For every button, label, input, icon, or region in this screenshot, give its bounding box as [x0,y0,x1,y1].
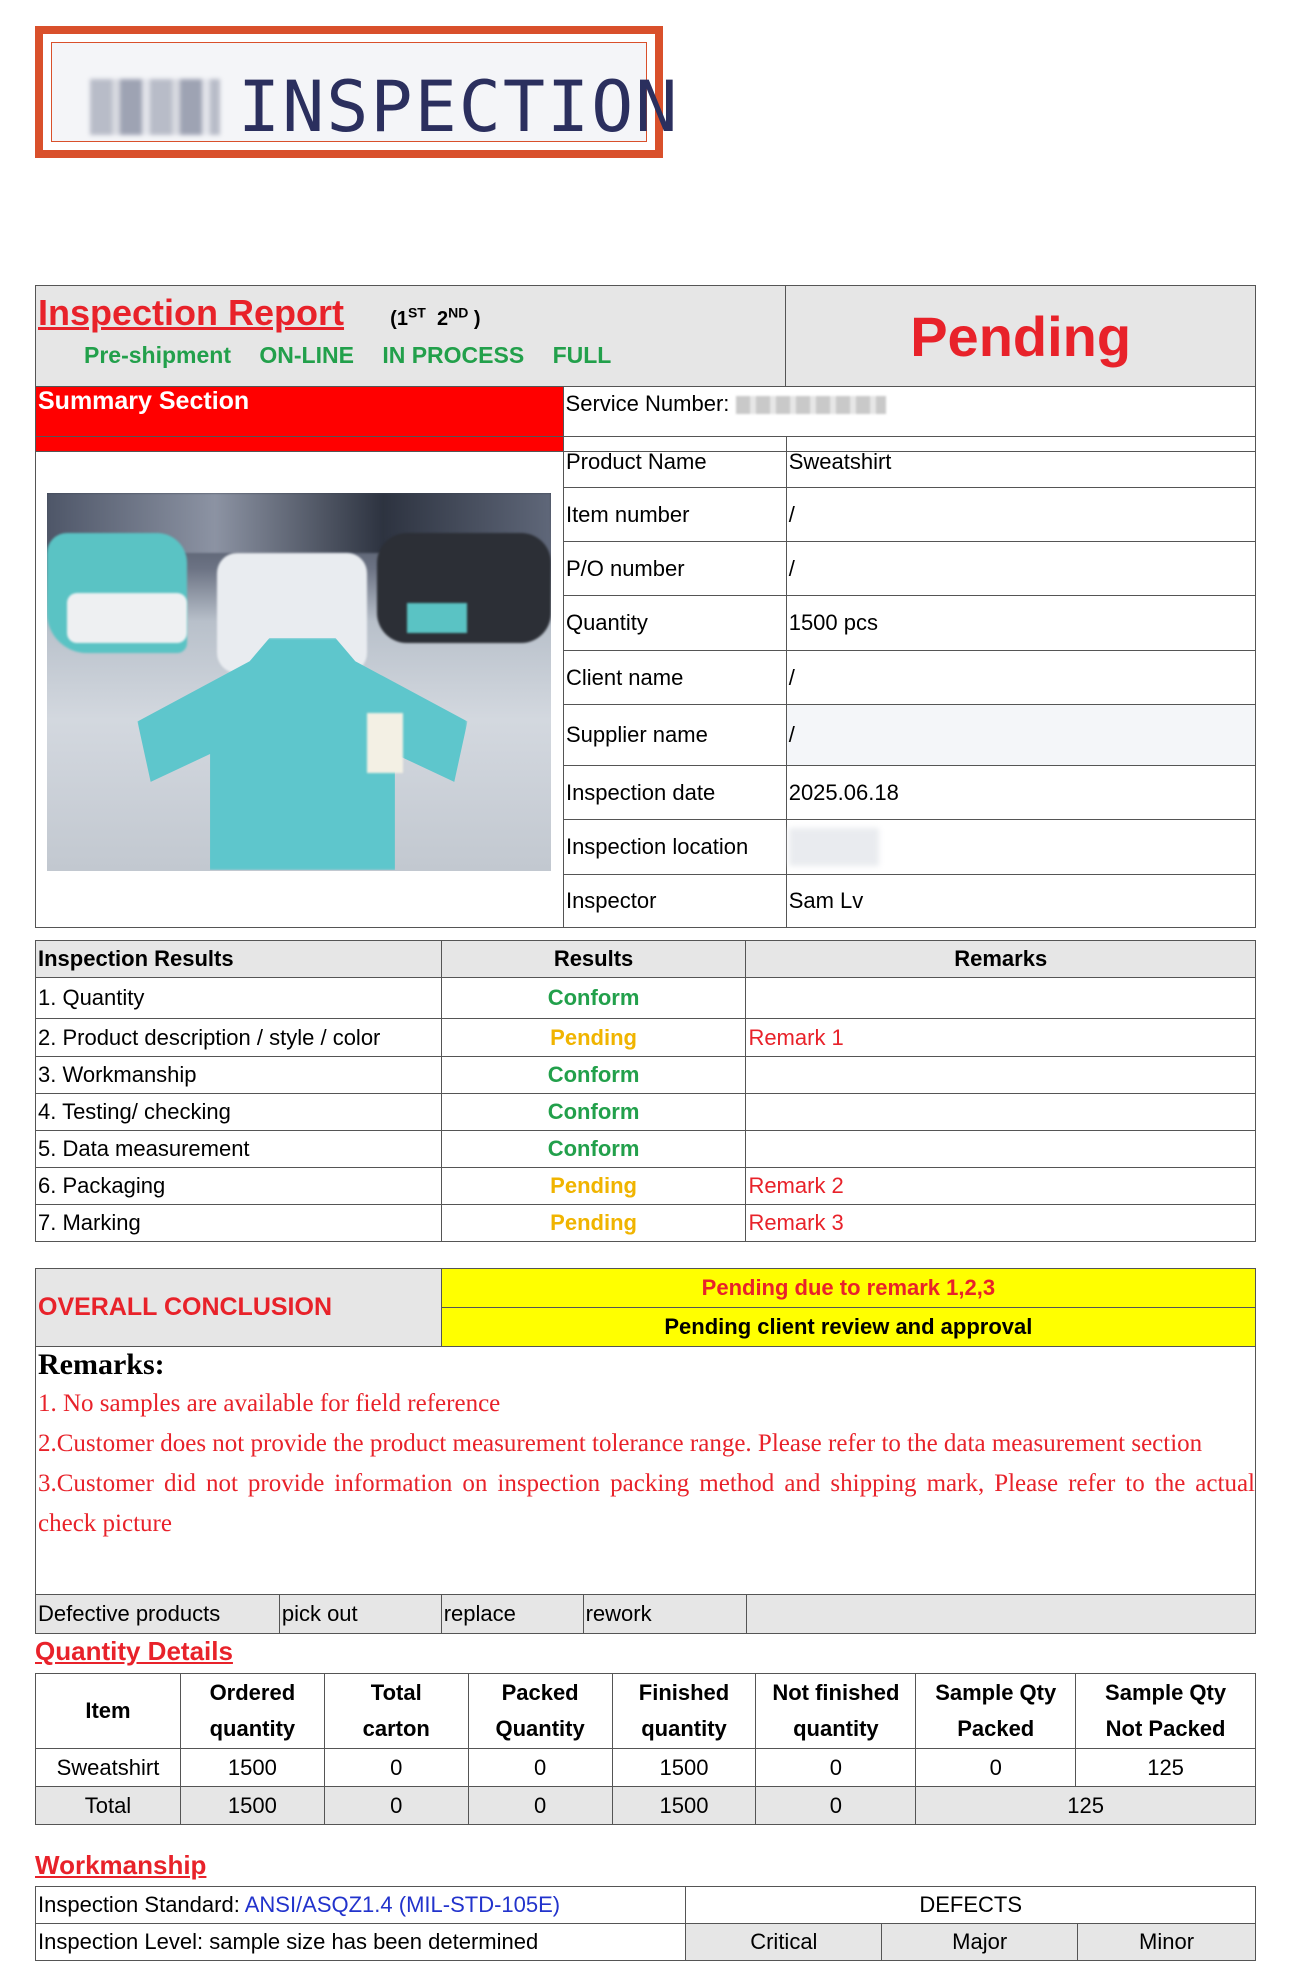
info-value: / [786,705,1255,766]
quantity-details-table [35,1673,1256,1825]
result-status: Conform [441,978,746,1019]
qty-cell: Sweatshirt [36,1749,181,1787]
result-remark [746,1131,1256,1168]
workmanship-table [35,1886,1256,1961]
remarks-section [35,1344,1256,1596]
defect-col-major: Major [882,1924,1078,1961]
inspection-standard: Inspection Standard: ANSI/ASQZ1.4 (MIL-STD-105E) [36,1887,686,1924]
results-header-item: Inspection Results [36,941,442,978]
results-header-remarks: Remarks [746,941,1256,978]
table-row [36,1749,1256,1787]
remark-item: 2.Customer does not provide the product measurement tolerance range. Please refer to the data measurement section [38,1430,1203,1457]
logo-text: INSPECTION [238,66,680,148]
info-value: 2025.06.18 [786,766,1255,820]
company-logo [35,26,680,158]
report-header-table [35,285,1256,452]
qty-cell: 0 [756,1749,916,1787]
qty-total-cell: 1500 [612,1787,756,1825]
total-row [36,1787,1256,1825]
inspection-standard-value: ANSI/ASQZ1.4 (MIL-STD-105E) [244,1892,561,1917]
table-row [36,978,1256,1019]
result-remark: Remark 2 [746,1168,1256,1205]
qty-cell: 0 [324,1749,468,1787]
defective-products-row [35,1594,1256,1634]
summary-info-table [35,436,1256,928]
info-label: Supplier name [563,705,786,766]
info-label: Quantity [563,596,786,651]
info-value: Sam Lv [786,875,1255,928]
table-row [36,1131,1256,1168]
info-value: / [786,651,1255,705]
workmanship-title: Workmanship [35,1850,207,1880]
info-label: P/O number [563,542,786,596]
defective-products-label: Defective products [36,1595,280,1634]
result-item: 4. Testing/ checking [36,1094,442,1131]
qty-total-cell: 0 [756,1787,916,1825]
report-title-cell [36,286,786,387]
result-item: 3. Workmanship [36,1057,442,1094]
type-online: ON-LINE [259,342,354,368]
qty-total-cell: 1500 [180,1787,324,1825]
table-row [36,1094,1256,1131]
qty-cell: 1500 [612,1749,756,1787]
overall-conclusion-label: OVERALL CONCLUSION [36,1269,442,1347]
overall-conclusion-table [35,1268,1256,1347]
conclusion-line-1: Pending due to remark 1,2,3 [441,1269,1255,1308]
result-remark [746,1057,1256,1094]
product-photo-cell [36,437,564,928]
inspection-results-table [35,940,1256,1242]
result-item: 7. Marking [36,1205,442,1242]
qty-total-cell: 0 [468,1787,612,1825]
remarks-title: Remarks: [38,1348,165,1381]
qty-total-cell: Total [36,1787,181,1825]
result-status: Conform [441,1057,746,1094]
service-number-label: Service Number: [565,391,730,416]
report-round: (1ST 2ND ) [390,304,481,330]
type-pre-shipment: Pre-shipment [84,342,231,368]
info-value: 1500 pcs [786,596,1255,651]
defect-action-rework: rework [583,1595,746,1634]
result-remark: Remark 1 [746,1019,1256,1057]
defect-col-minor: Minor [1078,1924,1256,1961]
qty-total-cell: 0 [324,1787,468,1825]
result-item: 1. Quantity [36,978,442,1019]
result-remark [746,1094,1256,1131]
table-row [36,1057,1256,1094]
info-label: Inspection location [563,820,786,875]
qty-total-cell: 125 [916,1787,1256,1825]
qty-header: Sample Qty Not Packed [1076,1674,1256,1749]
info-label: Inspection date [563,766,786,820]
qty-header: Ordered quantity [180,1674,324,1749]
result-status: Pending [441,1205,746,1242]
inspection-level: Inspection Level: sample size has been determined [36,1924,686,1961]
results-header-result: Results [441,941,746,978]
result-remark: Remark 3 [746,1205,1256,1242]
info-label: Client name [563,651,786,705]
qty-cell: 1500 [180,1749,324,1787]
qty-header: Total carton [324,1674,468,1749]
qty-header: Finished quantity [612,1674,756,1749]
remark-item: 3.Customer did not provide information on inspection packing method and shipping mark, Please refer to the actual check picture [38,1470,1255,1537]
result-item: 2. Product description / style / color [36,1019,442,1057]
info-label: Item number [563,488,786,542]
qty-header: Not finished quantity [756,1674,916,1749]
service-number-redacted [736,396,886,414]
conclusion-line-2: Pending client review and approval [441,1308,1255,1347]
qty-cell: 0 [916,1749,1076,1787]
result-status: Conform [441,1131,746,1168]
inspection-types [38,342,783,369]
info-label: Product Name [563,437,786,488]
defect-action-pick-out: pick out [279,1595,441,1634]
quantity-details-title: Quantity Details [35,1636,233,1666]
info-value: / [786,542,1255,596]
empty-cell [746,1595,1256,1634]
info-value: / [786,488,1255,542]
result-status: Pending [441,1019,746,1057]
info-label: Inspector [563,875,786,928]
defect-action-replace: replace [441,1595,583,1634]
table-row [36,1019,1256,1057]
logo-blurred-mark [90,79,220,135]
qty-header: Packed Quantity [468,1674,612,1749]
result-status: Conform [441,1094,746,1131]
defect-col-critical: Critical [686,1924,882,1961]
info-value: Sweatshirt [786,437,1255,488]
product-photo [47,493,551,871]
summary-section-label: Summary Section [36,387,564,452]
remark-item: 1. No samples are available for field reference [38,1390,501,1417]
result-item: 6. Packaging [36,1168,442,1205]
defects-header: DEFECTS [686,1887,1256,1924]
info-value-redacted [786,820,1255,875]
result-status: Pending [441,1168,746,1205]
qty-cell: 125 [1076,1749,1256,1787]
report-status: Pending [786,286,1256,387]
type-in-process: IN PROCESS [382,342,525,368]
qty-header: Sample Qty Packed [916,1674,1076,1749]
qty-header: Item [36,1674,181,1749]
result-remark [746,978,1256,1019]
type-full: FULL [552,342,612,368]
table-row [36,1168,1256,1205]
result-item: 5. Data measurement [36,1131,442,1168]
report-title: Inspection Report [38,292,345,333]
qty-cell: 0 [468,1749,612,1787]
table-row [36,1205,1256,1242]
